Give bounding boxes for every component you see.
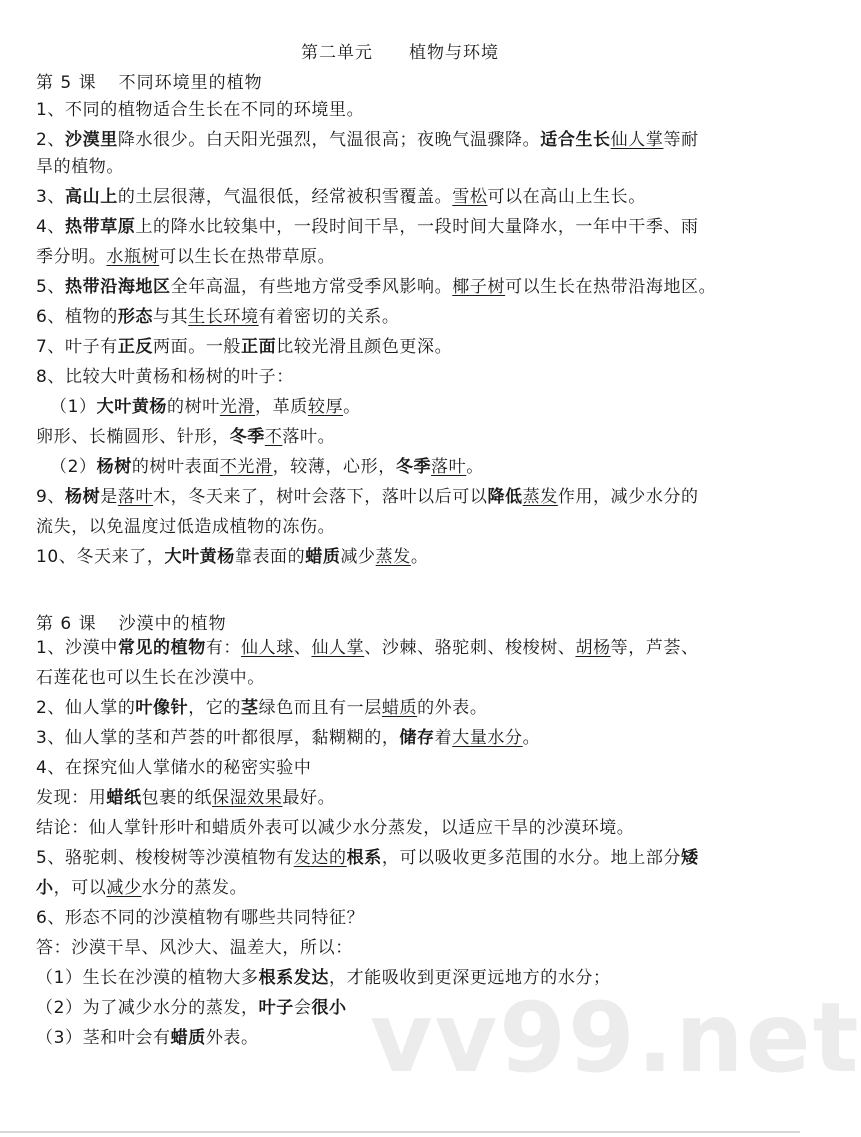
text-segment: 4、在探究仙人掌储水的秘密实验中 bbox=[36, 758, 312, 778]
text-segment: 可以生长在热带沿海地区。 bbox=[505, 277, 717, 297]
text-line bbox=[36, 726, 766, 750]
text-segment: 上的降水比较集中，一段时间干旱，一段时间大量降水，一年中干季、雨 bbox=[135, 217, 699, 237]
underlined-keyword: 生长环境 bbox=[188, 307, 259, 327]
underlined-keyword: 减少 bbox=[106, 878, 142, 898]
text-line bbox=[36, 1026, 766, 1050]
bold-keyword: 蜡纸 bbox=[106, 788, 142, 808]
text-line bbox=[36, 545, 766, 569]
lesson-6-title: 沙漠中的植物 bbox=[118, 614, 227, 634]
text-segment: 全年高温，有些地方常受季风影响。 bbox=[170, 277, 453, 297]
lesson-5-heading bbox=[36, 68, 263, 93]
text-segment: （1） bbox=[50, 397, 97, 417]
underlined-keyword: 蒸发 bbox=[522, 487, 558, 507]
text-segment: 5、骆驼刺、梭梭树等沙漠植物有 bbox=[36, 848, 294, 868]
text-segment: 有： bbox=[205, 638, 242, 658]
text-line bbox=[36, 786, 766, 810]
bold-keyword: 蜡质 bbox=[170, 1028, 206, 1048]
text-segment: 的树叶表面 bbox=[131, 457, 220, 477]
text-segment: 结论：仙人掌针形叶和蜡质外表可以减少水分蒸发，以适应干旱的沙漠环境。 bbox=[36, 818, 635, 838]
text-line bbox=[36, 485, 766, 509]
text-segment: 与其 bbox=[153, 307, 189, 327]
watermark: vv99.net bbox=[370, 982, 861, 1094]
text-segment: ，较薄，心形， bbox=[272, 457, 396, 477]
text-segment: 。 bbox=[522, 728, 541, 748]
text-segment: 。 bbox=[410, 547, 429, 567]
bold-keyword: 降低 bbox=[487, 487, 523, 507]
text-line bbox=[36, 305, 766, 329]
text-segment: 。 bbox=[343, 397, 361, 417]
bold-keyword: 茎 bbox=[241, 698, 259, 718]
text-segment: ，可以 bbox=[53, 878, 107, 898]
underlined-keyword: 水瓶树 bbox=[106, 247, 160, 267]
text-line bbox=[36, 515, 766, 539]
lesson-6-heading bbox=[36, 609, 227, 634]
underlined-keyword: 雪松 bbox=[452, 187, 488, 207]
bold-keyword: 大叶黄杨 bbox=[164, 547, 235, 567]
text-segment: 答：沙漠干旱、风沙大、温差大，所以： bbox=[36, 938, 353, 958]
page-bottom-divider bbox=[0, 1131, 800, 1133]
text-segment: （2） bbox=[50, 457, 97, 477]
bold-keyword: 沙漠里 bbox=[65, 130, 118, 150]
underlined-keyword: 落叶 bbox=[431, 457, 467, 477]
text-segment: 落叶。 bbox=[282, 427, 336, 447]
text-segment: 减少 bbox=[340, 547, 376, 567]
text-segment: 包裹的纸 bbox=[141, 788, 213, 808]
text-line bbox=[36, 666, 766, 690]
text-line bbox=[36, 876, 766, 900]
text-segment: 两面。一般 bbox=[153, 337, 242, 357]
bold-keyword: 根系发达 bbox=[258, 968, 330, 988]
underlined-keyword: 大量水分 bbox=[452, 728, 523, 748]
bold-keyword: 常见的植物 bbox=[117, 638, 206, 658]
lesson-6-number: 第 6 课 bbox=[36, 614, 97, 634]
text-segment: 流失，以免温度过低造成植物的冻伤。 bbox=[36, 517, 336, 537]
text-line bbox=[36, 756, 766, 780]
bold-keyword: 冬季 bbox=[395, 457, 432, 477]
bold-keyword: 叶像针 bbox=[135, 698, 189, 718]
bold-keyword: 叶子 bbox=[258, 998, 294, 1018]
text-line bbox=[36, 996, 766, 1020]
text-segment: 木，冬天来了，树叶会落下，落叶以后可以 bbox=[153, 487, 488, 507]
underlined-keyword: 光滑 bbox=[219, 397, 256, 417]
text-line bbox=[36, 966, 766, 990]
underlined-keyword: 不 bbox=[264, 427, 283, 447]
text-line bbox=[50, 455, 780, 479]
underlined-keyword: 落叶 bbox=[117, 487, 154, 507]
bold-keyword: 蜡质 bbox=[305, 547, 341, 567]
text-segment: 4、 bbox=[36, 217, 66, 237]
text-segment: 可以在高山上生长。 bbox=[487, 187, 646, 207]
text-segment: 有着密切的关系。 bbox=[258, 307, 400, 327]
text-segment: 2、仙人掌的 bbox=[36, 698, 136, 718]
text-segment: 比较光滑且颜色更深。 bbox=[276, 337, 453, 357]
underlined-keyword: 蒸发 bbox=[375, 547, 411, 567]
text-segment: 着 bbox=[434, 728, 453, 748]
text-segment: 5、 bbox=[36, 277, 66, 297]
text-segment: 2、 bbox=[36, 130, 66, 150]
bold-keyword: 杨树 bbox=[96, 457, 132, 477]
text-segment: 的土层很薄，气温很低，经常被积雪覆盖。 bbox=[117, 187, 453, 207]
text-line bbox=[36, 185, 766, 209]
bold-keyword: 正面 bbox=[241, 337, 277, 357]
text-line bbox=[36, 128, 766, 152]
lesson-5-number: 第 5 课 bbox=[36, 73, 97, 93]
underlined-keyword: 仙人掌 bbox=[311, 638, 365, 658]
text-segment: 7、叶子有 bbox=[36, 337, 118, 357]
bold-keyword: 热带草原 bbox=[65, 217, 136, 237]
bold-keyword: 高山上 bbox=[65, 187, 118, 207]
text-line bbox=[36, 816, 766, 840]
text-segment: 石莲花也可以生长在沙漠中。 bbox=[36, 668, 265, 688]
bold-keyword: 正反 bbox=[117, 337, 154, 357]
bold-keyword: 适合生长 bbox=[540, 130, 611, 150]
text-segment: 。 bbox=[466, 457, 484, 477]
underlined-keyword: 较厚 bbox=[307, 397, 344, 417]
text-segment: 作用，减少水分的 bbox=[557, 487, 699, 507]
text-segment: ，才能吸收到更深更远地方的水分； bbox=[329, 968, 611, 988]
text-line bbox=[36, 335, 766, 359]
underlined-keyword: 蜡质 bbox=[381, 698, 418, 718]
text-segment: 10、冬天来了， bbox=[36, 547, 165, 567]
text-line bbox=[36, 425, 766, 449]
underlined-keyword: 仙人掌 bbox=[610, 130, 664, 150]
underlined-keyword: 保湿效果 bbox=[212, 788, 283, 808]
bold-keyword: 形态 bbox=[117, 307, 154, 327]
text-line bbox=[36, 98, 766, 122]
text-segment: （1）生长在沙漠的植物大多 bbox=[36, 968, 259, 988]
bold-keyword: 矮 bbox=[681, 848, 699, 868]
text-line bbox=[36, 215, 766, 239]
text-segment: 绿色而且有一层 bbox=[258, 698, 382, 718]
bold-keyword: 很小 bbox=[311, 998, 347, 1018]
text-segment: 3、仙人掌的茎和芦荟的叶都很厚，黏糊糊的， bbox=[36, 728, 400, 748]
text-segment: 1、沙漠中 bbox=[36, 638, 118, 658]
text-segment: 1、不同的植物适合生长在不同的环境里。 bbox=[36, 100, 365, 120]
unit-title: 第二单元 植物与环境 bbox=[301, 43, 499, 63]
text-segment: 最好。 bbox=[282, 788, 336, 808]
text-segment: 6、形态不同的沙漠植物有哪些共同特征？ bbox=[36, 908, 365, 928]
text-segment: 是 bbox=[100, 487, 118, 507]
text-line bbox=[36, 636, 766, 660]
text-segment: 靠表面的 bbox=[234, 547, 306, 567]
text-line bbox=[36, 275, 766, 299]
underlined-keyword: 胡杨 bbox=[575, 638, 611, 658]
text-line bbox=[36, 696, 766, 720]
lesson-5-title: 不同环境里的植物 bbox=[118, 73, 263, 93]
text-segment: 、沙棘、骆驼刺、梭梭树、 bbox=[364, 638, 576, 658]
text-line bbox=[36, 245, 766, 269]
text-segment: ，革质 bbox=[255, 397, 308, 417]
bold-keyword: 大叶黄杨 bbox=[96, 397, 168, 417]
text-segment: 可以生长在热带草原。 bbox=[159, 247, 336, 267]
bold-keyword: 热带沿海地区 bbox=[65, 277, 171, 297]
text-segment: ，它的 bbox=[188, 698, 242, 718]
text-segment: 3、 bbox=[36, 187, 66, 207]
underlined-keyword: 仙人球 bbox=[241, 638, 294, 658]
text-line bbox=[50, 395, 780, 419]
text-line bbox=[36, 936, 766, 960]
text-segment: 8、比较大叶黄杨和杨树的叶子： bbox=[36, 367, 294, 387]
bold-keyword: 冬季 bbox=[229, 427, 265, 447]
text-line bbox=[36, 155, 766, 179]
text-line bbox=[36, 365, 766, 389]
text-line bbox=[36, 846, 766, 870]
underlined-keyword: 不光滑 bbox=[219, 457, 273, 477]
bold-keyword: 储存 bbox=[399, 728, 435, 748]
underlined-keyword: 椰子树 bbox=[452, 277, 506, 297]
text-segment: 卵形、长椭圆形、针形， bbox=[36, 427, 230, 447]
text-segment: 、 bbox=[293, 638, 312, 658]
text-segment: 季分明。 bbox=[36, 247, 107, 267]
text-segment: 9、 bbox=[36, 487, 66, 507]
text-segment: 6、植物的 bbox=[36, 307, 118, 327]
text-segment: 的树叶 bbox=[167, 397, 220, 417]
text-segment: 旱的植物。 bbox=[36, 157, 124, 177]
underlined-keyword: 发达的 bbox=[293, 848, 347, 868]
bold-keyword: 小 bbox=[36, 878, 54, 898]
text-segment: ，可以吸收更多范围的水分。地上部分 bbox=[381, 848, 682, 868]
text-segment: 的外表。 bbox=[417, 698, 488, 718]
text-segment: 发现：用 bbox=[36, 788, 107, 808]
text-segment: 外表。 bbox=[205, 1028, 259, 1048]
text-segment: （2）为了减少水分的蒸发， bbox=[36, 998, 259, 1018]
text-segment: （3）茎和叶会有 bbox=[36, 1028, 171, 1048]
bold-keyword: 根系 bbox=[346, 848, 382, 868]
text-segment: 水分的蒸发。 bbox=[141, 878, 248, 898]
text-line bbox=[36, 906, 766, 930]
text-segment: 会 bbox=[293, 998, 312, 1018]
text-segment: 等耐 bbox=[663, 130, 699, 150]
bold-keyword: 杨树 bbox=[65, 487, 101, 507]
text-segment: 降水很少。白天阳光强烈，气温很高；夜晚气温骤降。 bbox=[117, 130, 541, 150]
text-segment: 等，芦荟、 bbox=[610, 638, 699, 658]
